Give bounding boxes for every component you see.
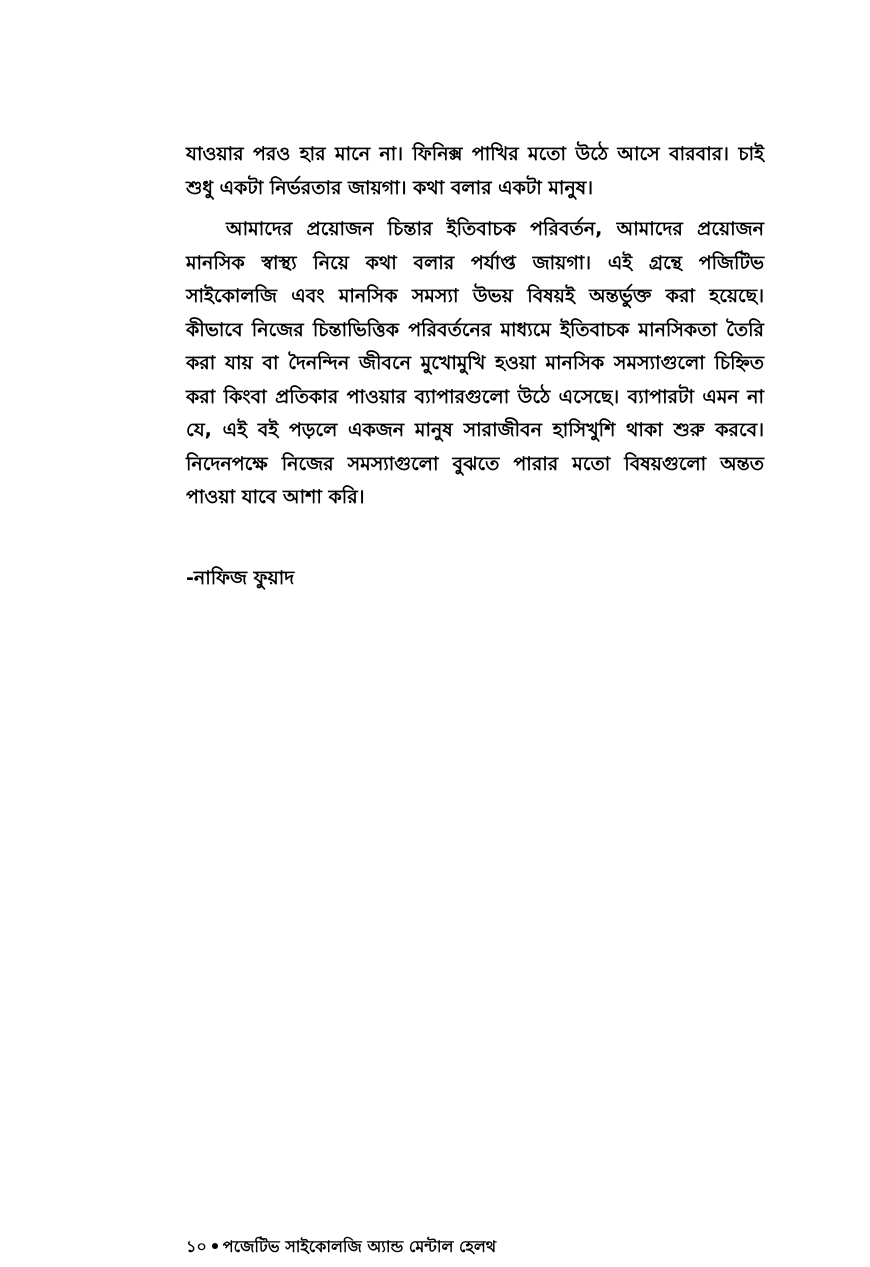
page-number: ১০: [186, 1237, 207, 1256]
paragraph-2: আমাদের প্রয়োজন চিন্তার ইতিবাচক পরিবর্তন, আমাদের প্রয়োজন মানসিক স্বাস্থ্য নিয়ে কথা বলার পর্যাপ্ত জায়গা। এই গ্রন্থে পজিটিভ সাইকোলজি এবং মানসিক সমস্যা উভয় বিষয়ই অন্তর্ভুক্ত করা হয়েছে। কীভাবে নিজের চিন্তাভিত্তিক পরিবর্তনের মাধ্যমে ইতিবাচক মানসিকতা তৈরি করা যায় বা দৈনন্দিন জীবনে মুখোমুখি হওয়া মানসিক সমস্যাগুলো চিহ্নিত করা কিংবা প্রতিকার পাওয়ার ব্যাপারগুলো উঠে এসেছে। ব্যাপারটা এমন না যে, এই বই পড়লে একজন মানুষ সারাজীবন হাসিখুশি থাকা শুরু করবে। নিদেনপক্ষে নিজের সমস্যাগুলো বুঝতে পারার মতো বিষয়গুলো অন্তত পাওয়া যাবে আশা করি।: [186, 218, 764, 508]
author-signature: -নাফিজ ফুয়াদ: [186, 567, 295, 589]
page-footer: [186, 1236, 496, 1258]
bullet-separator-icon: [212, 1243, 218, 1249]
body-text: [186, 138, 764, 515]
paragraph-1: যাওয়ার পরও হার মানে না। ফিনিক্স পাখির মতো উঠে আসে বারবার। চাই শুধু একটা নির্ভরতার জায়গা। কথা বলার একটা মানুষ।: [186, 143, 764, 199]
running-title: পজেটিভ সাইকোলজি অ্যান্ড মেন্টাল হেলথ: [222, 1237, 497, 1256]
